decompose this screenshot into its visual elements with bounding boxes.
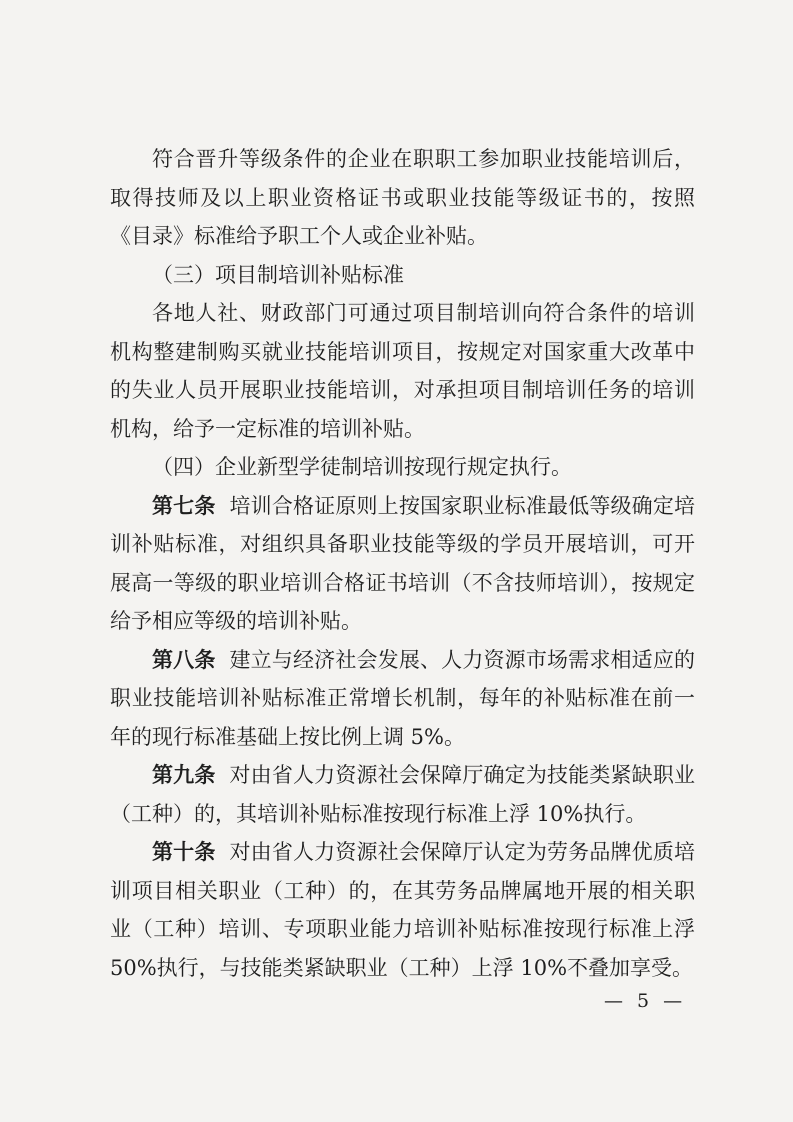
article-8-text: 建立与经济社会发展、人力资源市场需求相适应的职业技能培训补贴标准正常增长机制，每年的补贴标准在前一年的现行标准基础上按比例上调 5%。: [110, 647, 695, 749]
article-10: [110, 833, 695, 987]
article-10-number: 第十条: [152, 839, 216, 864]
article-9-text: 对由省人力资源社会保障厅确定为技能类紧缺职业（工种）的，其培训补贴标准按现行标准上浮 10%执行。: [110, 763, 695, 826]
article-9: [110, 756, 695, 833]
article-8-number: 第八条: [152, 646, 216, 672]
article-9-number: 第九条: [152, 762, 216, 787]
document-body: [110, 140, 695, 987]
paragraph-project-training: 各地人社、财政部门可通过项目制培训向符合条件的培训机构整建制购买就业技能培训项目，按规定对国家重大改革中的失业人员开展职业技能培训，对承担项目制培训任务的培训机构，给予一定标准的培训补贴。: [110, 301, 695, 441]
article-7-text: 培训合格证原则上按国家职业标准最低等级确定培训补贴标准，对组织具备职业技能等级的学员开展培训，可开展高一等级的职业培训合格证书培训（不含技师培训），按规定给予相应等级的培训补贴。: [110, 493, 695, 633]
article-8: [110, 641, 695, 757]
paragraph-subsidy-promotion: 符合晋升等级条件的企业在职职工参加职业技能培训后，取得技师及以上职业资格证书或职业技能等级证书的，按照《目录》标准给予职工个人或企业补贴。: [110, 147, 695, 248]
subheading-apprenticeship: （四）企业新型学徒制培训按现行规定执行。: [152, 455, 572, 479]
subheading-project-training: （三）项目制培训补贴标准: [152, 262, 404, 287]
article-10-text: 对由省人力资源社会保障厅认定为劳务品牌优质培训项目相关职业（工种）的，在其劳务品牌属地开展的相关职业（工种）培训、专项职业能力培训补贴标准按现行标准上浮 50%执行，与技能类紧缺职业（工种）上浮 10%不叠加享受。: [110, 840, 695, 980]
page-number: — 5 —: [604, 990, 687, 1012]
article-7-number: 第七条: [152, 492, 216, 518]
article-7: [110, 487, 695, 641]
